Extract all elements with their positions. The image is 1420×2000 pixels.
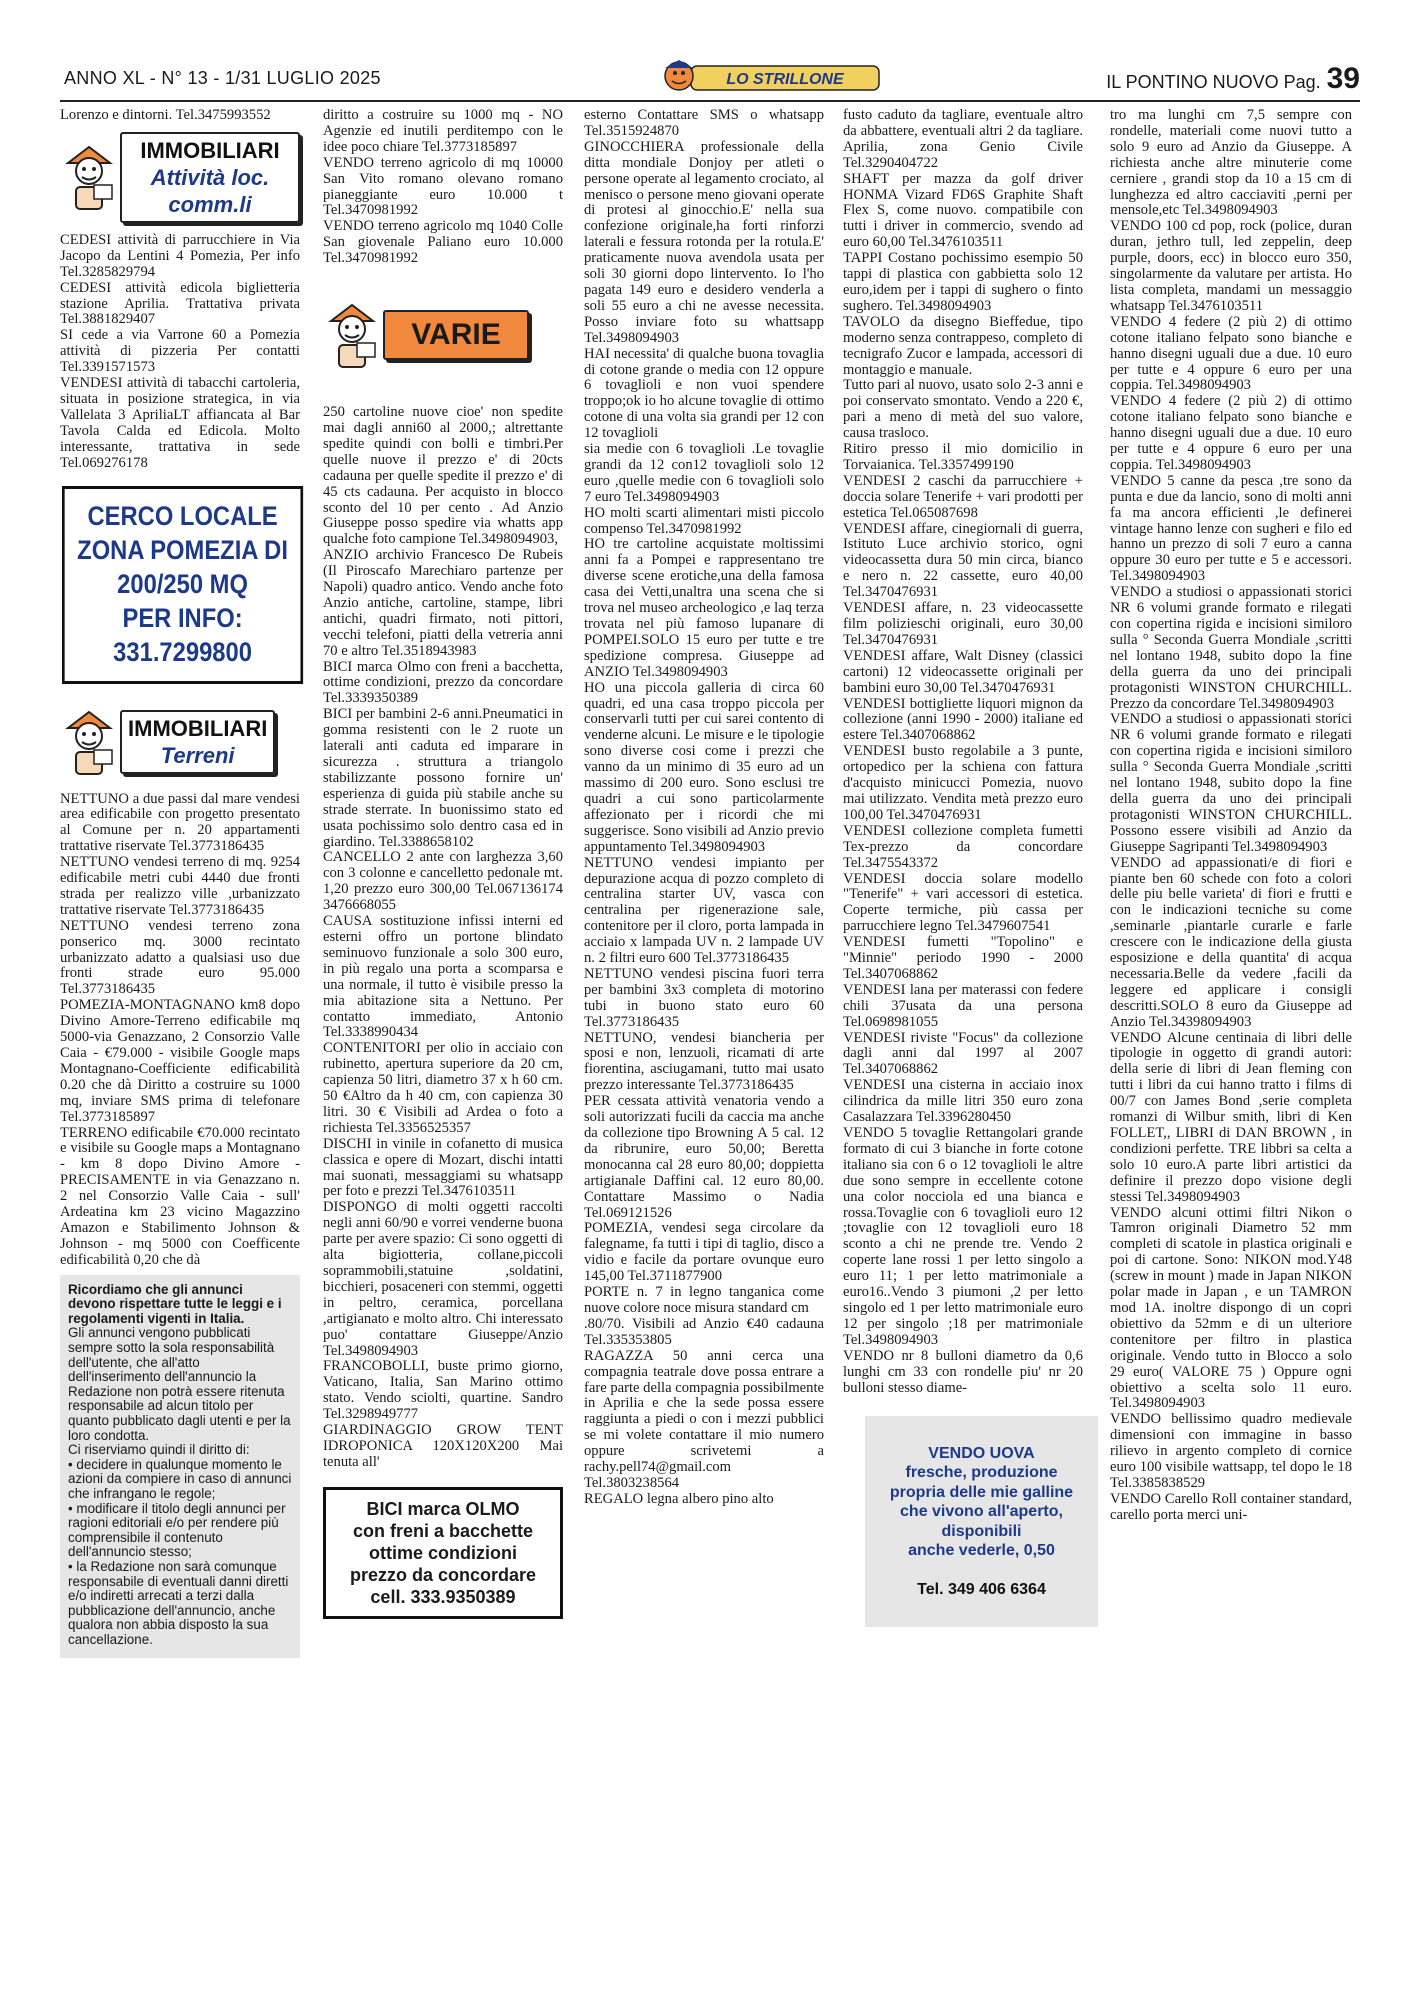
column-1 <box>60 108 300 1658</box>
vendo-uova-box <box>865 1416 1098 1627</box>
section-title-box <box>120 710 275 774</box>
bici-olmo-box: BICI marca OLMO con freni a bacchette ottime condizioni prezzo da concordare cell. 333.9350389 <box>323 1487 563 1619</box>
page-number: 39 <box>1326 62 1360 95</box>
section-title-box <box>120 132 300 223</box>
section-header-terreni <box>60 702 300 782</box>
legal-notice-title: Ricordiamo che gli annunci devono rispettare tutte le leggi e i regolamenti vigenti in Italia. <box>68 1281 282 1326</box>
cerco-locale-box <box>62 486 303 684</box>
paper-title <box>1106 62 1360 96</box>
ads-varie: 250 cartoline nuove cioe' non spedite mai dagli anni60 al 2000,; altrettante spedite quindi con bolli e timbri.Per quelle nuove il prezzo e' di 20cts cadauna per quelle spedite il prezzo e' di 45 cts cadauna. Per acquisto in blocco sconto del 10 per cento . Ad Anzio Giuseppe posso spedire via whatts app qualche foto campione Tel.3498094903, ANZIO archivio Francesco De Rubeis (Il Piroscafo Marechiaro partenze per Napoli) quadro antico. Vendo anche foto Anzio antiche, cartoline, stampe, libri antichi, quadri firmato, noti pittori, vecchi telefoni, piatti della vetreria anni 70 e altro Tel.3518943983 BICI marca Olmo con freni a bacchetta, ottime condizioni, prezzo da concordare Tel.3339350389 BICI per bambini 2-6 anni.Pneumatici in gomma resistenti con le 2 ruote un laterali anti caduta ed imparare in sicurezza . struttura a triangolo stabilizzante possono fornire un' esperienza di guida più stabile anche su strade sterrate. In buonissimo stato ed usata pochissimo solo dentro casa ed in giardino. Tel.3388658102 CANCELLO 2 ante con larghezza 3,60 con 3 colonne e cancelletto pedonale mt. 1,20 prezzo euro 300,00 Tel.067136174 3476668055 CAUSA sostituzione infissi interni ed esterni offro un portone blindato seminuovo funzionale a solo 300 euro, in più regalo una porta a scomparsa e una normale, il tutto è visibile presso la mia abitazione sita a Nettuno. Per contatto immediato, Antonio Tel.3338990434 CONTENITORI per olio in acciaio con rubinetto, apertura superiore da 20 cm, capienza 50 litri, diametro 37 x h 60 cm. 50 €Altro da h 40 cm, con capienza 30 litri. 30 € Visibili ad Ardea o foto a richiesta Tel.3356525357 DISCHI in vinile in cofanetto di musica classica e opere di Mozart, dischi intatti mai suonati, messaggiami su whatsapp per foto e prezzi Tel.3476103511 DISPONGO di molti oggetti raccolti negli anni 60/90 e vorrei venderne buona parte per avere spazio: Ci sono oggetti di alta bigiotteria, collane,piccoli soprammobili,statuine ,soldatini, bicchieri, posaceneri con stemmi, oggetti in peltro, ceramica, porcellana ,artigianato e molto altro. Chi interessato puo' contattare Giuseppe/Anzio Tel.3498094903 FRANCOBOLLI, buste primo giorno, Vaticano, Italia, San Marino ottimo stato. Vendo sciolti, quartine. Sandro Tel.3298949777 GIARDINAGGIO GROW TENT IDROPONICA 120X120X200 Mai tenuta all' <box>323 404 563 1470</box>
cerco-locale-text: CERCO LOCALE ZONA POMEZIA DI 200/250 MQ <box>77 500 288 599</box>
newspaper-boy-icon <box>60 702 118 782</box>
ads-attivita: CEDESI attività di parrucchiere in Via Jacopo da Lentini 4 Pomezia, Per info Tel.3285829794 CEDESI attività edicola biglietteria stazione Aprilia. Trattativa privata Tel.3881829407 SI cede a via Varrone 60 a Pomezia attività di pizzeria Per contatti Tel.3391571573 VENDESI attività di tabacchi cartoleria, situata in posizione strategica, in via Vallelata 3 ApriliaLT affiancata al Bar Tavola Calda ed Edicola. Molto interessante, trattativa in sede Tel.069276178 <box>60 231 300 471</box>
page-header <box>60 62 1360 98</box>
column-4 <box>843 108 1083 1627</box>
section-header-attivita <box>60 132 300 223</box>
vendo-uova-phone: Tel. 349 406 6364 <box>917 1581 1046 1599</box>
legal-notice-box <box>60 1275 300 1658</box>
ads-varie-cont: esterno Contattare SMS o whatsapp Tel.3515924870 GINOCCHIERA professionale della ditta mondiale Donjoy per atleti o persone operate al legamento crociato, al menisco o persone meno giovani operate di protesi al ginocchio.E' nella sua confezione originale,ha forti rinforzi laterali e fessura rotonda per la rotula.E' praticamente nuova avendola usata per soli 30 giorni dopo lintervento. Io l'ho pagata 149 euro e desidero venderla a soli 55 euro a chi ne avesse necessita. Posso inviare foto su whattsapp Tel.3498094903 HAI necessita' di qualche buona tovaglia di cotone grande o media con 12 oppure 6 tovaglioli e non vuoi spendere troppo;ok io ho alcune tovaglie di ottimo cotone di una volta sia grandi per 12 con 12 tovaglioli sia medie con 6 tovaglioli .Le tovaglie grandi da 12 con12 tovaglioli solo 12 euro ,quelle medie con 6 tovaglioli solo 7 euro Tel.3498094903 HO molti scarti alimentari misti piccolo compenso Tel.3470981992 HO tre cartoline acquistate moltissimi anni fa a Pompei e rappresentano tre diverse scene erotiche,una della famosa casa dei Vetti,unaltra una scena che si trova nel museo archeologico ,e laq terza trovata nel più famoso lupanare di POMPEI.SOLO 15 euro per tutte e tre spedizione compresa. Giuseppe ad ANZIO Tel.3498094903 HO una piccola galleria di circa 60 quadri, ed una casa troppo piccola per conservarli tutti per cui sarei contento di venderne alcuni. Le misure e le tipologie sono diverse cosi come i prezzi che vanno da un minimo di 35 euro ad un massimo di 200 euro. Sono esclusi tre quadri a cui sono particolarmente affezionato per i ricordi che mi suggerisce. Sono visibili ad Anzio previo appuntamento Tel.3498094903 NETTUNO vendesi impianto per depurazione acqua di pozzo completo di centralina starter UV, vasca con centralina per rigenerazione sale, contenitore per il cloro, porta lampada in acciaio x lampada UV n. 2 lampade UV n. 2 filtri euro 600 Tel.3773186435 NETTUNO vendesi piscina fuori terra per bambini 3x3 completa di motorino tubi in buono stato euro 60 Tel.3773186435 NETTUNO, vendesi biancheria per sposi e non, lenzuoli, ricamati di arte fiorentina, asciugamani, tutto mai usato prezzo interessante Tel.3773186435 PER cessata attività venatoria vendo a soli autorizzati fucili da caccia ma anche da collezione tipo Browning A 5 cal. 12 da ribrunire, euro 50,00; Beretta monocanna cal 28 euro 80,00; doppietta artigianale Daffini cal. 12 euro 80,00. Contattare Massimo o Nadia Tel.069121526 POMEZIA, vendesi sega circolare da falegname, fa tutti i tipi di taglio, disco a vidio e facile da portare ovunque euro 145,00 Tel.3711877900 PORTE n. 7 in legno tanganica come nuove colore noce misura standard cm .80/70. Visibili ad Anzio €40 cadauna Tel.335353805 RAGAZZA 50 anni cerca una compagnia teatrale dove possa entrare a fare parte della compagnia possibilmente in Aprilia e che la sede possa essere raggiunta a piedi o con i mezzi pubblici se mi volete contattare il mio numero oppure scrivetemi a rachy.pell74@gmail.com Tel.3803238564 REGALO legna albero pino alto <box>584 107 824 1507</box>
newspaper-boy-icon <box>60 137 118 217</box>
lo-strillone-logo <box>655 56 885 98</box>
vendo-uova-text: VENDO UOVA fresche, produzione propria delle mie galline che vivono all'aperto, disponibili anche vederle, 0,50 <box>889 1444 1074 1560</box>
issue-line: ANNO XL - N° 13 - 1/31 LUGLIO 2025 <box>64 68 381 88</box>
ads-terreni: NETTUNO a due passi dal mare vendesi area edificabile con progetto presentato al Comune per n. 20 appartamenti trattative riservate Tel.3773186435 NETTUNO vendesi terreno di mq. 9254 edificabile metri cubi 4440 due fronti strada per realizzo ville ,urbanizzato trattative riservate Tel.3773186435 NETTUNO vendesi terreno zona ponserico mq. 3000 recintato urbanizzato adatto a qualsiasi uso due fronti strade euro 95.000 Tel.3773186435 POMEZIA-MONTAGNANO km8 dopo Divino Amore-Terreno edificabile mq 5000-via Genazzano, 2 Consorzio Valle Caia - €79.000 - visibile Google maps Montagnano-Coefficiente edificabilità 0.20 che dà Diritto a costruire su 1000 mq, inviare SMS prima di telefonare Tel.3773185897 TERRENO edificabile €70.000 recintato e visibile su Google maps a Montagnano - km 8 dopo Divino Amore - PRECISAMENTE in via Genazzano n. 2 nel Consorzio Valle Caia - sull' Ardeatina km 23 vicino Magazzino Amazon e Stabilimento Johnson & Johnson - mq 5000 con Coefficente edificabilità 0,20 che dà <box>60 790 300 1268</box>
section-header-varie <box>323 295 563 375</box>
column-5 <box>1110 108 1352 1524</box>
ad-text: Lorenzo e dintorni. Tel.3475993552 <box>60 107 271 123</box>
ads-varie-cont: tro ma lunghi cm 7,5 sempre con rondelle, materiali come nuovi tutto a solo 9 euro ad Anzio da Giuseppe. A richiesta anche altre minuterie come cerniere , grandi stop da 10 a 15 cm di lunghezza ed altro cacciaviti ,perni per mensole,etc Tel.3498094903 VENDO 100 cd pop, rock (police, duran duran, jethro tull, led zeppelin, deep purple, doors, ecc) in blocco euro 350, singolarmente da valutare per artista. Ho lista completa, mandami un messaggio whatsapp Tel.3476103511 VENDO 4 federe (2 più 2) di ottimo cotone italiano felpato sono bianche e hanno disegni uguali due a due. 10 euro per tutte e 4 oppure 6 euro per una coppia. Tel.3498094903 VENDO 4 federe (2 più 2) di ottimo cotone italiano felpato sono bianche e hanno disegni uguali due a due. 10 euro per tutte e 4 oppure 6 euro per una coppia. Tel.3498094903 VENDO 5 canne da pesca ,tre sono da punta e due da lancio, sono di molti anni fa ma ancora efficienti ,le definerei vintage hanno lenze con sugheri e filo ed hanno un prezzo di soli 7 euro a canna oppure 30 euro per tutte e 5 e accessori. Tel.3498094903 VENDO a studiosi o appassionati storici NR 6 volumi grande formato e rilegati con copertina rigida e incisioni similoro sulla ° Seconda Guerra Mondiale ,scritti nel lontano 1948, subito dopo la fine della guerra da uno dei principali protagonisti WINSTON CHURCHILL. Prezzo da concordare Tel.3498094903 VENDO a studiosi o appassionati storici NR 6 volumi grande formato e rilegati con copertina rigida e incisioni similoro sulla ° Seconda Guerra Mondiale ,scritti nel lontano 1948, subito dopo la fine della guerra da uno dei principali protagonisti WINSTON CHURCHILL. Possono essere visibili ad Anzio da Giuseppe Sagripanti Tel.3498094903 VENDO ad appassionati/e di fiori e piante ben 60 schede con foto a colori delle piu belle varieta' di fiori e frutti e con le indicazioni tecniche su come ,seminarle ,piantarle curarle e farle crescere con le indicazione della giusta esposizione e della quantita' di acqua necessaria.Belle da vedere ,facili da leggere ed applicare i consigli descritti.SOLO 8 euro da Giuseppe ad Anzio Tel.34398094903 VENDO Alcune centinaia di libri delle tipologie in oggetto di grandi autori: della serie di libri di Jean fleming con tutti i libri da cui hanno tratto i films di 00/7 con James Bond ,serie completa romanzi di Wilbur smith, libri di Ken FOLLET,, LIBRI di DAN BROWN , in condizioni perfette. TRE libbri sa celta a solo 10 euro.A parte libri artistici da definire il prezzo dopo visione degli stessi Tel.3498094903 VENDO alcuni ottimi filtri Nikon o Tamron originali Diametro 52 mm completi di scatole in plastica originali e poi di cartone. Sono: NIKON mod.Y48 (screw in mount ) made in Japan NIKON polar made in Japan , e un TAMRON mod 1A. inoltre dispongo di un copri obiettivo da 52mm e di un ulteriore contenitore per filtro in plastica originale. Vendo tutto in Blocco a solo 29 euro( VALORE 75 ) Oppure ogni obiettivo a scelta solo 11 euro. Tel.3498094903 VENDO bellissimo quadro medievale dimensioni con immagine in basso rilievo in argento completo di cornice euro 100 visibile wattsapp, tel dopo le 18 Tel.3385838529 VENDO Carello Roll container standard, carello porta merci uni- <box>1110 107 1352 1523</box>
paper-name: IL PONTINO NUOVO Pag. <box>1106 72 1321 92</box>
ads-varie-cont: fusto caduto da tagliare, eventuale altro da abbattere, eventuali altri 2 da tagliare. Aprilia, zona Genio Civile Tel.3290404722 SHAFT per mazza da golf driver HONMA Vizard FD6S Graphite Shaft Flex S, come nuovo. compatibile con tutti i driver in commercio, svendo ad euro 60,00 Tel.3476103511 TAPPI Costano pochissimo esempio 50 tappi di plastica con gabbietta solo 12 euro,idem per i tappi di sughero o finto sughero. Tel.3498094903 TAVOLO da disegno Bieffedue, tipo moderno senza contrappeso, completo di tecnigrafo Zucor e lampada, accessori di montaggio e manuale. Tutto pari al nuovo, usato solo 2-3 anni e poi conservato smontato. Vendo a 220 €, pari a meno di metà del suo valore, causa trasloco. Ritiro presso il mio domicilio in Torvaianica. Tel.3357499190 VENDESI 2 caschi da parrucchiere + doccia solare Tenerife + vari prodotti per estetica Tel.065087698 VENDESI affare, cinegiornali di guerra, Istituto Luce archivio storico, ogni videocassetta dura 50 min circa, bianco e nero n. 22 cassette, euro 40,00 Tel.3470476931 VENDESI affare, n. 23 videocassette film polizieschi originali, euro 30,00 Tel.3470476931 VENDESI affare, Walt Disney (classici cartoni) 12 videocassette originali per bambini euro 30,00 Tel.3470476931 VENDESI bottigliette liquori mignon da collezione (anni 1990 - 2000) italiane ed estere Tel.3407068862 VENDESI busto regolabile a 3 punte, ortopedico per la schiena con fattura d'acquisto minicucci Pomezia, nuovo mai utilizzato. Vendita metà prezzo euro 100,00 Tel.3470476931 VENDESI collezione completa fumetti Tex-prezzo da concordare Tel.3475543372 VENDESI doccia solare modello "Tenerife" + vari accessori di estetica. Coperte termiche, più cassa per parrucchiere legno Tel.3479607541 VENDESI fumetti "Topolino" e "Minnie" periodo 1990 - 2000 Tel.3407068862 VENDESI lana per materassi con federe chili 37usata da una persona Tel.0698981055 VENDESI riviste "Focus" da collezione dagli anni dal 1997 al 2007 Tel.3407068862 VENDESI una cisterna in acciaio inox cilindrica da mille litri 350 euro zona Casalazzara Tel.3396280450 VENDO 5 tovaglie Rettangolari grande formato di cui 3 bianche in forte cotone italiano sia con 6 o 12 tovaglioli le altre due sono sempre in eccellente cotone una color nocciola ed una bianca e rossa.Tovaglie con 6 tovaglioli euro 12 ;tovaglie con 12 tovaglioli euro 18 sconto a chi ne prende tre. Vendo 2 coperte lane rossi 1 per letto singolo a euro 11; 1 per letto matrimoniale a euro16..Vendo 3 piumoni ,2 per letto singolo ed 1 per letto matrimoniale euro 12 per singolo ;18 per matrimoniale Tel.3498094903 VENDO nr 8 bulloni diametro da 0,6 lunghi cm 33 con rondelle piu' nr 20 bulloni stesso diame- <box>843 107 1083 1396</box>
legal-notice-body: Gli annunci vengono pubblicati sempre sotto la sola responsabilità dell'utente, che all'atto dell'inserimento dell'annuncio la Redazione non potrà essere ritenuta responsabile ad alcun titolo per quanto pubblicato dagli utenti e per la loro condotta. Ci riserviamo quindi il diritto di: • decidere in qualunque momento le azioni da compiere in caso di annunci che infrangano le regole; • modificare il titolo degli annunci per ragioni editoriali e/o per rendere più comprensibile il contenuto dell'annuncio stesso; • la Redazione non sarà comunque responsabile di eventuali danni diretti e/o indiretti arrecati a terzi dalla pubblicazione dell'annuncio, anche qualora non abbia disposto la sua cancellazione. <box>68 1325 292 1647</box>
section-title: IMMOBILIARI <box>128 715 268 741</box>
section-title: IMMOBILIARI <box>140 137 280 163</box>
section-subtitle: Attività loc. comm.li <box>150 164 270 217</box>
section-title-varie: VARIE <box>383 310 529 360</box>
column-3 <box>584 108 824 1508</box>
header-rule <box>60 100 1360 102</box>
section-subtitle: Terreni <box>160 742 235 768</box>
column-2 <box>323 108 563 1619</box>
ads-terreni-cont: diritto a costruire su 1000 mq - NO Agenzie ed inutili perditempo con le idee poco chiare Tel.3773185897 VENDO terreno agricolo di mq 10000 San Vito romano olevano romano pianeggiante euro 10.000 t Tel.3470981992 VENDO terreno agricolo mq 1040 Colle San giovenale Paliano euro 10.000 Tel.3470981992 <box>323 107 563 267</box>
newspaper-boy-icon <box>323 295 381 375</box>
logo-text: LO STRILLONE <box>726 71 844 88</box>
cerco-locale-phone: PER INFO: 331.7299800 <box>113 602 252 667</box>
